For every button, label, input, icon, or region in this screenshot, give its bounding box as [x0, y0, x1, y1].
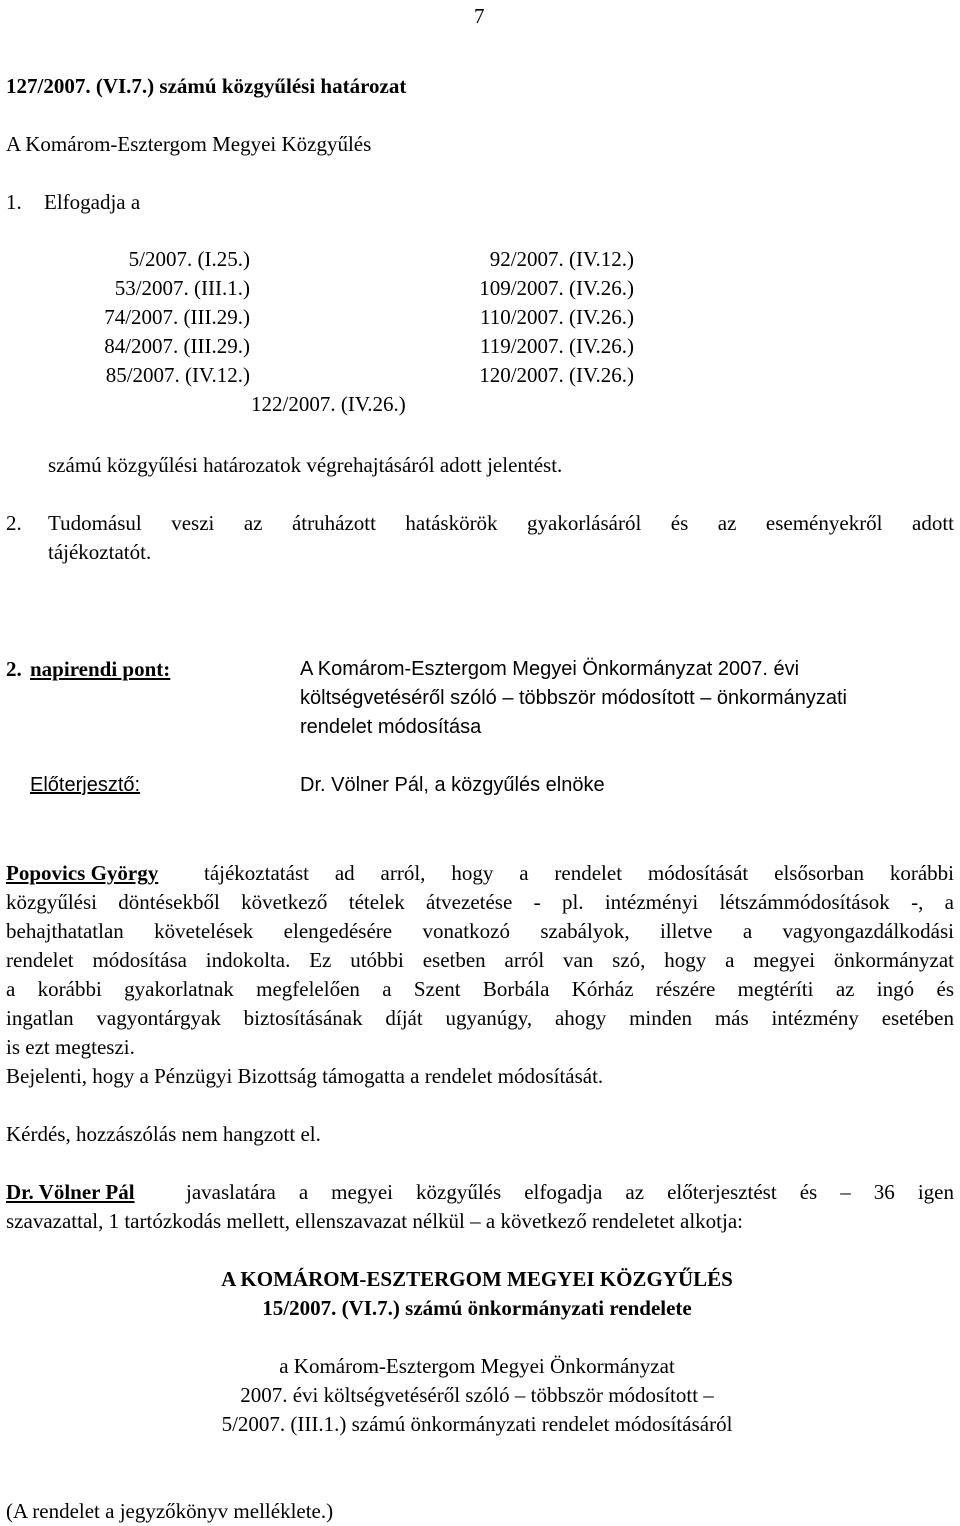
questions-note: Kérdés, hozzászólás nem hangzott el.	[6, 1122, 321, 1146]
decree-heading-1: A KOMÁROM-ESZTERGOM MEGYEI KÖZGYŰLÉS	[221, 1267, 733, 1291]
vote-line-2: szavazattal, 1 tartózkodás mellett, ellenszavazat nélkül – a következő rendeletet alkotja:	[6, 1209, 743, 1233]
item-2-line-2: tájékoztatót.	[48, 540, 152, 564]
decree-heading-2: 15/2007. (VI.7.) számú önkormányzati rendelete	[262, 1296, 692, 1320]
presenter-label: Előterjesztő:	[30, 774, 141, 796]
agenda-title-line-2: költségvetéséről szóló – többször módosított – önkormányzati	[300, 687, 847, 709]
resolution-ref: 84/2007. (III.29.)	[104, 334, 250, 358]
discussion-line-2: közgyűlési döntésekből következő tételek átvezetése - pl. intézményi létszámmódosítások -, a	[6, 890, 954, 914]
resolution-ref: 74/2007. (III.29.)	[104, 305, 250, 329]
presenter-name: Dr. Völner Pál, a közgyűlés elnöke	[300, 774, 605, 796]
discussion-line-4: rendelet módosítása indokolta. Ez utóbbi esetben arról van szó, hogy a megyei önkormányzat	[6, 948, 954, 972]
agenda-title-line-3: rendelet módosítása	[300, 716, 482, 738]
resolution-ref: 109/2007. (IV.26.)	[479, 276, 634, 300]
resolution-list-left	[0, 245, 250, 390]
resolution-ref: 5/2007. (I.25.)	[128, 247, 250, 271]
resolution-ref: 53/2007. (III.1.)	[114, 276, 250, 300]
assembly-name: A Komárom-Esztergom Megyei Közgyűlés	[6, 132, 372, 156]
agenda-title-line-1: A Komárom-Esztergom Megyei Önkormányzat 2007. évi	[300, 658, 800, 680]
discussion-line-3: behajthatatlan követelések elengedésére vonatkozó szabályok, illetve a vagyongazdálkodási	[6, 919, 954, 943]
resolution-ref: 110/2007. (IV.26.)	[480, 305, 634, 329]
decree-subtitle-2: 2007. évi költségvetéséről szóló – többször módosított –	[240, 1383, 714, 1407]
resolution-list-right	[400, 245, 634, 390]
item-2-number: 2.	[6, 511, 22, 535]
resolution-title: 127/2007. (VI.7.) számú közgyűlési határozat	[6, 74, 407, 98]
page-number: 7	[474, 4, 485, 28]
decree-subtitle-1: a Komárom-Esztergom Megyei Önkormányzat	[279, 1354, 675, 1378]
vote-speaker: Dr. Völner Pál	[6, 1180, 135, 1204]
announcement: Bejelenti, hogy a Pénzügyi Bizottság támogatta a rendelet módosítását.	[6, 1064, 604, 1088]
resolution-ref: 92/2007. (IV.12.)	[489, 247, 634, 271]
discussion-line-6: ingatlan vagyontárgyak biztosításának díját ugyanúgy, ahogy minden más intézmény esetében	[6, 1006, 954, 1030]
resolution-ref: 119/2007. (IV.26.)	[480, 334, 634, 358]
vote-line-1: javaslatára a megyei közgyűlés elfogadja az előterjesztést és – 36 igen	[186, 1180, 954, 1204]
discussion-speaker: Popovics György	[6, 861, 159, 885]
item-1-tail: számú közgyűlési határozatok végrehajtásáról adott jelentést.	[48, 453, 563, 477]
agenda-label: napirendi pont:	[30, 657, 171, 681]
resolution-ref-extra: 122/2007. (IV.26.)	[251, 392, 406, 416]
item-1-number: 1.	[6, 190, 22, 214]
item-2-line-1: Tudomásul veszi az átruházott hatáskörök gyakorlásáról és az eseményekről adott	[48, 511, 954, 535]
resolution-ref: 85/2007. (IV.12.)	[105, 363, 250, 387]
annex-note: (A rendelet a jegyzőkönyv melléklete.)	[6, 1499, 334, 1523]
resolution-ref: 120/2007. (IV.26.)	[479, 363, 634, 387]
decree-subtitle-3: 5/2007. (III.1.) számú önkormányzati rendelet módosításáról	[221, 1412, 733, 1436]
discussion-line-1: tájékoztatást ad arról, hogy a rendelet módosítását elsősorban korábbi	[204, 861, 954, 885]
agenda-number: 2.	[6, 657, 22, 681]
discussion-line-5: a korábbi gyakorlatnak megfelelően a Szent Borbála Kórház részére megtéríti az ingó és	[6, 977, 954, 1001]
discussion-line-7: is ezt megteszi.	[6, 1035, 135, 1059]
item-1-text: Elfogadja a	[44, 190, 141, 214]
